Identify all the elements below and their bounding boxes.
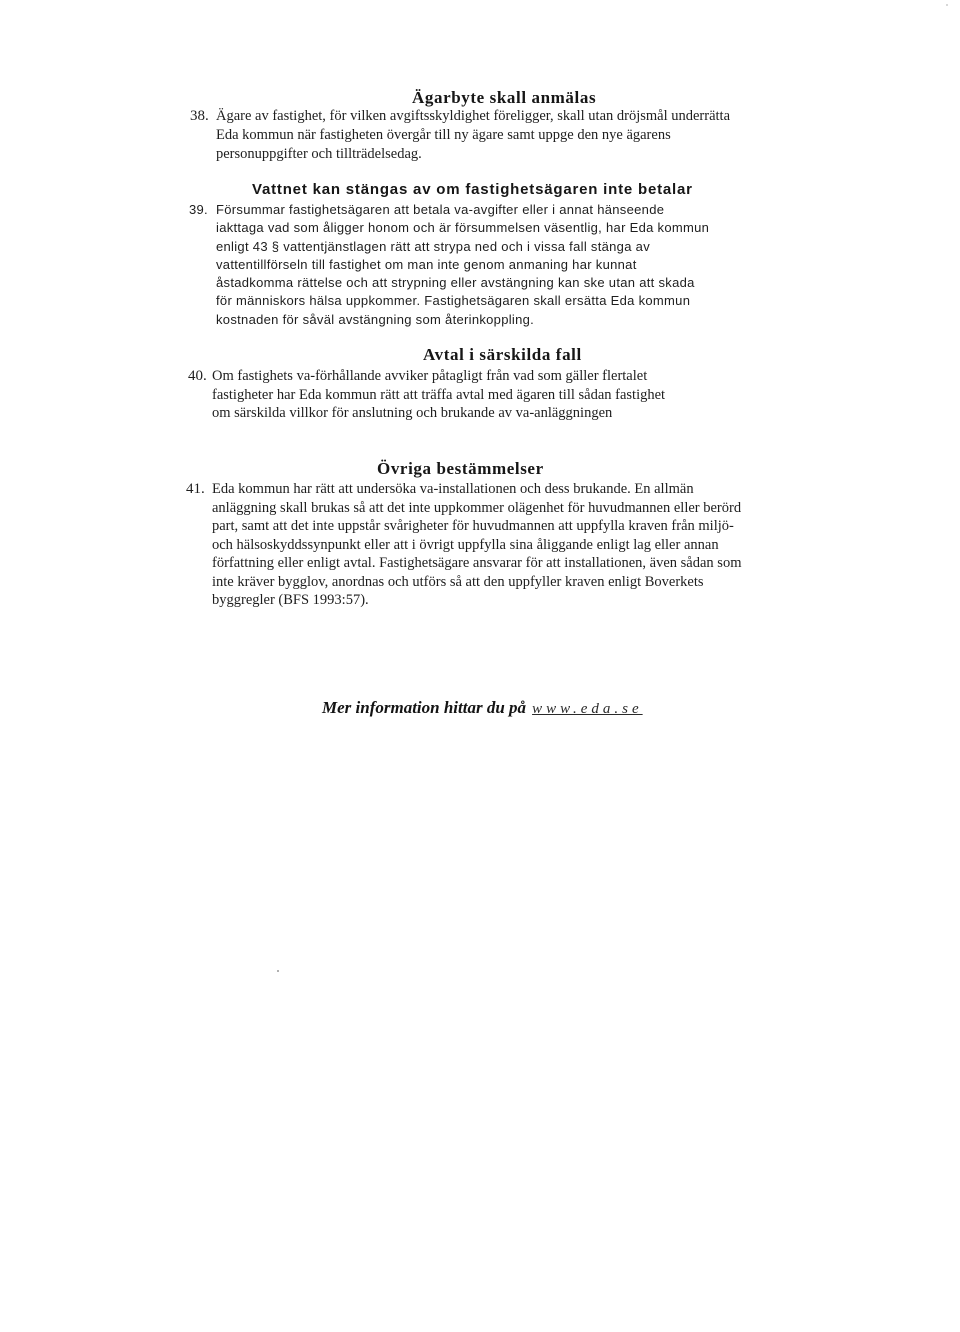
body-line: Ägare av fastighet, för vilken avgiftsskyldighet föreligger, skall utan dröjsmål underrätta	[216, 108, 731, 124]
body-line: Försummar fastighetsägaren att betala va-avgifter eller i annat hänseende	[216, 202, 665, 217]
section-heading: Ägarbyte skall anmälas	[412, 88, 597, 107]
body-line: fastigheter har Eda kommun rätt att träffa avtal med ägaren till sådan fastighet	[212, 386, 666, 403]
section-heading: Vattnet kan stängas av om fastighetsägaren inte betalar	[252, 181, 693, 198]
scan-speck	[946, 4, 948, 6]
body-line: Eda kommun har rätt att undersöka va-installationen och dess brukande. En allmän	[212, 481, 694, 497]
body-line: inte kräver bygglov, anordnas och utförs så att den uppfyller kraven enligt Boverkets	[212, 573, 704, 590]
website-link[interactable]: www.eda.se	[532, 701, 643, 717]
section-number: 39.	[189, 202, 208, 217]
section-heading: Övriga bestämmelser	[377, 459, 544, 478]
body-line: för människors hälsa uppkommer. Fastighetsägaren skall ersätta Eda kommun	[216, 293, 691, 309]
section-number: 38.	[190, 108, 209, 124]
body-line: part, samt att det inte uppstår svårigheter för huvudmannen att uppfylla kraven från miljö-	[212, 518, 734, 534]
body-line: vattentillförseln till fastighet om man inte genom anmaning har kunnat	[216, 256, 637, 272]
body-line: byggregler (BFS 1993:57).	[212, 592, 369, 608]
body-line: enligt 43 § vattentjänstlagen rätt att strypa ned och i vissa fall stänga av	[216, 238, 650, 254]
footer-text: Mer information hittar du på	[322, 698, 527, 717]
body-line: Om fastighets va-förhållande avviker påtagligt från vad som gäller flertalet	[212, 368, 648, 384]
body-line: författning eller enligt avtal. Fastighetsägare ansvarar för att installationen, även sådan som	[212, 555, 742, 571]
scan-speck	[277, 970, 279, 972]
body-line: Eda kommun när fastigheten övergår till ny ägare samt uppge den nye ägarens	[216, 127, 671, 143]
body-line: och hälsoskyddssynpunkt eller att i övrigt uppfylla sina åliggande enligt lag eller annan	[212, 536, 719, 553]
body-line: om särskilda villkor för anslutning och brukande av va-anläggningen	[212, 405, 613, 421]
section-number: 41.	[186, 481, 205, 497]
body-line: iakttaga vad som åligger honom och är försummelsen väsentlig, har Eda kommun	[216, 220, 710, 236]
body-line: kostnaden för såväl avstängning som återinkoppling.	[216, 311, 535, 327]
body-line: åstadkomma rättelse och att strypning eller avstängning kan ske utan att skada	[216, 275, 695, 291]
footer	[322, 698, 643, 718]
body-line: personuppgifter och tillträdelsedag.	[216, 146, 422, 162]
section-heading: Avtal i särskilda fall	[423, 345, 582, 364]
body-line: anläggning skall brukas så att det inte uppkommer olägenhet för huvudmannen eller berörd	[212, 499, 742, 516]
section-number: 40.	[188, 368, 207, 384]
